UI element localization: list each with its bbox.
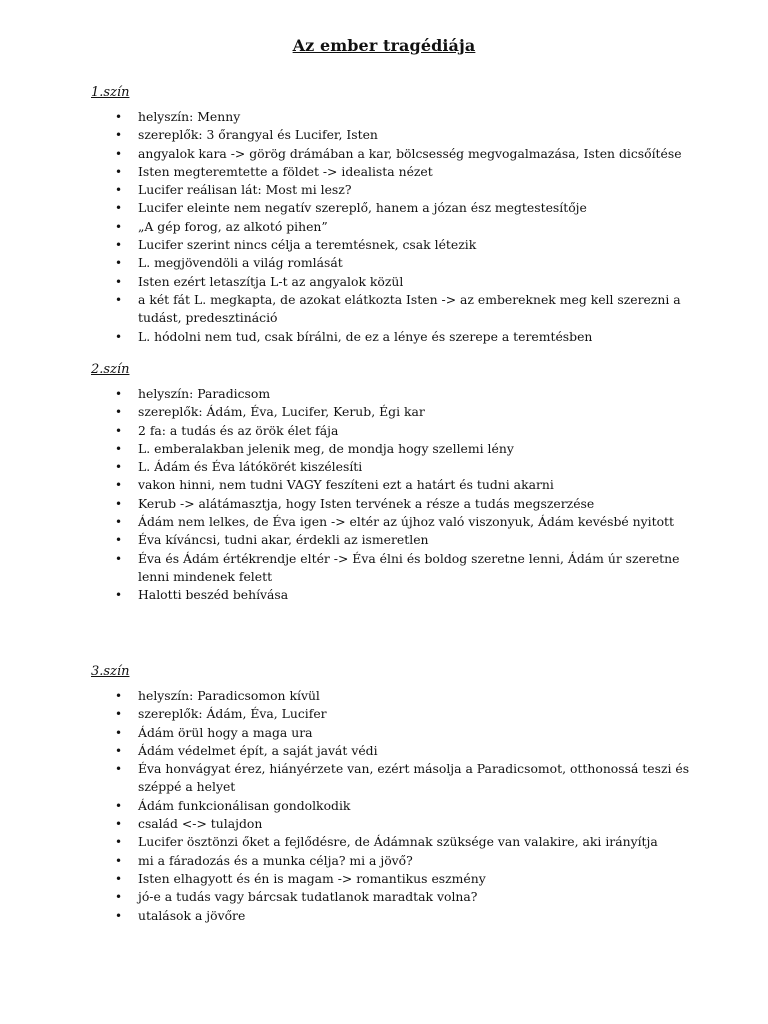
list-item-text: angyalok kara -> görög drámában a kar, bölcsesség megvogalmazása, Isten dicsőítése <box>138 145 682 161</box>
list-item <box>91 870 693 888</box>
list-item <box>91 815 693 833</box>
list-item-text: Lucifer eleinte nem negatív szereplő, hanem a józan ész megtestesítője <box>138 200 587 216</box>
list-item-text: vakon hinni, nem tudni VAGY feszíteni ezt a határt és tudni akarni <box>138 477 554 493</box>
bullet-icon: • <box>115 128 123 143</box>
list-item <box>91 513 693 531</box>
bullet-icon: • <box>115 496 123 511</box>
list-item-text: Ádám nem lelkes, de Éva igen -> eltér az újhoz való viszonyuk, Ádám kevésbé nyitott <box>138 514 675 530</box>
list-item-text: Halotti beszéd behívása <box>138 587 289 603</box>
bullet-icon: • <box>115 329 123 344</box>
bullet-icon: • <box>115 238 123 253</box>
list-item <box>91 586 693 604</box>
list-item <box>91 422 693 440</box>
list-item <box>91 833 693 851</box>
bullet-icon: • <box>115 871 123 886</box>
bullet-icon: • <box>115 110 123 124</box>
bullet-icon: • <box>115 405 123 420</box>
list-item <box>91 236 693 254</box>
list-item-text: L. hódolni nem tud, csak bírálni, de ez a lénye és szerepe a teremtésben <box>138 328 593 344</box>
list-item-text: helyszín: Paradicsom <box>138 386 271 401</box>
list-item-text: szereplők: Ádám, Éva, Lucifer, Kerub, Égi kar <box>138 404 425 420</box>
list-item-text: család <-> tulajdon <box>138 816 263 832</box>
bullet-icon: • <box>115 146 123 161</box>
list-item <box>91 458 693 476</box>
list-item <box>91 687 693 705</box>
bullet-icon: • <box>115 515 123 530</box>
list-item <box>91 254 693 272</box>
list-item-text: helyszín: Menny <box>138 109 241 124</box>
bullet-icon: • <box>115 387 123 401</box>
bullet-icon: • <box>115 201 123 216</box>
list-item <box>91 495 693 513</box>
bullet-icon: • <box>115 460 123 475</box>
bullet-icon: • <box>115 798 123 813</box>
list-item-text: Kerub -> alátámasztja, hogy Isten tervének a része a tudás megszerzése <box>138 495 595 511</box>
bullet-icon: • <box>115 817 123 832</box>
bullet-icon: • <box>115 588 123 603</box>
list-item-text: Lucifer ösztönzi őket a fejlődésre, de Ádámnak szüksége van valakire, aki irányítja <box>138 834 658 850</box>
list-item <box>91 291 693 328</box>
list-item-text: helyszín: Paradicsomon kívül <box>138 688 320 703</box>
list-item-text: Ádám védelmet épít, a saját javát védi <box>138 742 378 758</box>
list-item-text: Lucifer szerint nincs célja a teremtésnek, csak létezik <box>138 237 477 253</box>
bullet-icon: • <box>115 707 123 722</box>
list-item <box>91 199 693 217</box>
list-item <box>91 181 693 199</box>
bullet-icon: • <box>115 533 123 548</box>
list-item <box>91 403 693 421</box>
list-item <box>91 531 693 549</box>
list-item-text: L. emberalakban jelenik meg, de mondja hogy szellemi lény <box>138 440 514 456</box>
document-title: Az ember tragédiája <box>292 36 476 55</box>
list-item <box>91 742 693 760</box>
bullet-icon: • <box>115 551 123 566</box>
list-item-text: 2 fa: a tudás és az örök élet fája <box>138 422 339 438</box>
bullet-icon: • <box>115 441 123 456</box>
list-item-text: szereplők: 3 őrangyal és Lucifer, Isten <box>138 127 378 143</box>
list-item <box>91 760 693 797</box>
bullet-list <box>91 687 691 925</box>
bullet-icon: • <box>115 274 123 289</box>
bullet-icon: • <box>115 853 123 868</box>
bullet-icon: • <box>115 164 123 179</box>
list-item-text: Lucifer reálisan lát: Most mi lesz? <box>138 182 352 198</box>
section-scene-3 <box>91 663 691 925</box>
list-item-text: Ádám funkcionálisan gondolkodik <box>138 797 351 813</box>
list-item <box>91 218 693 236</box>
bullet-icon: • <box>115 292 123 307</box>
list-item-text: Éva és Ádám értékrendje eltér -> Éva élni és boldog szeretne lenni, Ádám úr szeretne lenni mindenek felett <box>138 550 680 584</box>
bullet-icon: • <box>115 183 123 198</box>
bullet-icon: • <box>115 762 123 777</box>
list-item <box>91 705 693 723</box>
list-item-text: Isten megteremtette a földet -> idealista nézet <box>138 163 433 179</box>
list-item <box>91 163 693 181</box>
list-item <box>91 852 693 870</box>
bullet-icon: • <box>115 725 123 740</box>
bullet-icon: • <box>115 890 123 905</box>
bullet-list <box>91 108 691 346</box>
list-item-text: a két fát L. megkapta, de azokat elátkozta Isten -> az embereknek meg kell szerezni a tudást, predesztináció <box>138 291 681 326</box>
bullet-icon: • <box>115 219 123 234</box>
list-item <box>91 126 693 144</box>
list-item-text: Isten elhagyott és én is magam -> romantikus eszmény <box>138 870 486 886</box>
list-item-text: „A gép forog, az alkotó pihen” <box>138 218 328 234</box>
bullet-icon: • <box>115 423 123 438</box>
list-item-text: utalások a jövőre <box>138 907 246 923</box>
list-item <box>91 888 693 906</box>
list-item-text: jó-e a tudás vagy bárcsak tudatlanok maradtak volna? <box>138 889 478 905</box>
section-heading: 2.szín <box>91 362 130 377</box>
section-scene-2 <box>91 361 691 605</box>
list-item-text: Éva kíváncsi, tudni akar, érdekli az ismeretlen <box>138 532 429 548</box>
list-item-text: Ádám örül hogy a maga ura <box>138 724 313 740</box>
list-item <box>91 145 693 163</box>
list-item <box>91 907 693 925</box>
bullet-icon: • <box>115 835 123 850</box>
bullet-icon: • <box>115 478 123 493</box>
section-heading: 3.szín <box>91 664 130 679</box>
list-item-text: mi a fáradozás és a munka célja? mi a jövő? <box>138 852 413 868</box>
list-item <box>91 273 693 291</box>
bullet-icon: • <box>115 908 123 923</box>
list-item <box>91 385 693 403</box>
list-item-text: szereplők: Ádám, Éva, Lucifer <box>138 706 327 722</box>
bullet-icon: • <box>115 689 123 703</box>
bullet-list <box>91 385 691 605</box>
list-item-text: L. megjövendöli a világ romlását <box>138 255 343 271</box>
list-item <box>91 724 693 742</box>
bullet-icon: • <box>115 743 123 758</box>
section-heading: 1.szín <box>91 85 130 100</box>
bullet-icon: • <box>115 256 123 271</box>
list-item <box>91 440 693 458</box>
list-item-text: Éva honvágyat érez, hiányérzete van, ezért másolja a Paradicsomot, otthonossá teszi és széppé a helyet <box>138 761 690 795</box>
list-item-text: L. Ádám és Éva látókörét kiszélesíti <box>138 459 363 475</box>
section-scene-1 <box>91 84 691 346</box>
list-item <box>91 108 693 126</box>
list-item <box>91 797 693 815</box>
list-item <box>91 550 693 587</box>
list-item <box>91 328 693 346</box>
list-item-text: Isten ezért letaszítja L-t az angyalok közül <box>138 273 404 289</box>
list-item <box>91 476 693 494</box>
